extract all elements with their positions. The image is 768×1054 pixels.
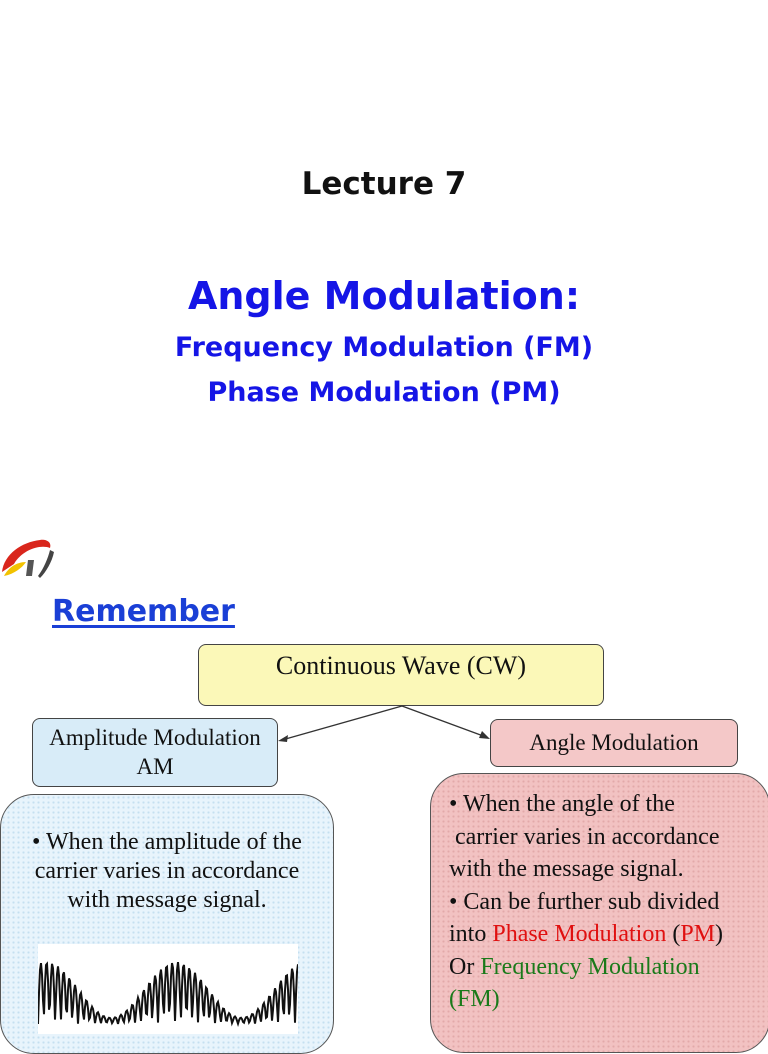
am-label-line2: AM [136,754,174,779]
subtitle-fm: Frequency Modulation (FM) [174,332,594,363]
angle-body-line4: • Can be further sub divided [449,888,720,915]
angle-body-line3: with the message signal. [449,856,684,882]
am-body-line1: • When the amplitude of the [32,829,302,855]
angle-description-box [430,773,768,1053]
angle-body-line2: carrier varies in accordance [449,823,720,850]
branch-arrows [270,700,510,750]
remember-heading: Remember [52,594,235,629]
angle-body-line1: • When the angle of the [449,791,675,817]
am-waveform-illustration [38,944,298,1034]
pm-paren-close: ) [715,921,724,947]
fm-text: Frequency Modulation [480,953,700,980]
pm-paren-open: ( [666,921,681,947]
slide-title: Angle Modulation: [187,274,581,318]
pm-text: Phase Modulation [492,921,667,947]
fm-abbr: (FM) [449,986,500,1012]
into-text: into [449,921,493,947]
am-body-line2: carrier varies in accordance [34,858,300,884]
or-text: Or [449,953,481,980]
university-logo-icon [0,532,56,578]
lecture-number: Lecture 7 [301,166,467,202]
pm-abbr: PM [680,921,716,947]
am-body-line3: with message signal. [67,887,267,913]
angle-modulation-label: Angle Modulation [490,719,738,767]
subtitle-pm: Phase Modulation (PM) [207,377,561,408]
amplitude-modulation-label [32,718,278,787]
angle-body-line5 [449,918,768,951]
angle-body-line6 [449,951,768,984]
continuous-wave-box: Continuous Wave (CW) [198,644,604,706]
am-label-line1: Amplitude Modulation [49,725,261,750]
